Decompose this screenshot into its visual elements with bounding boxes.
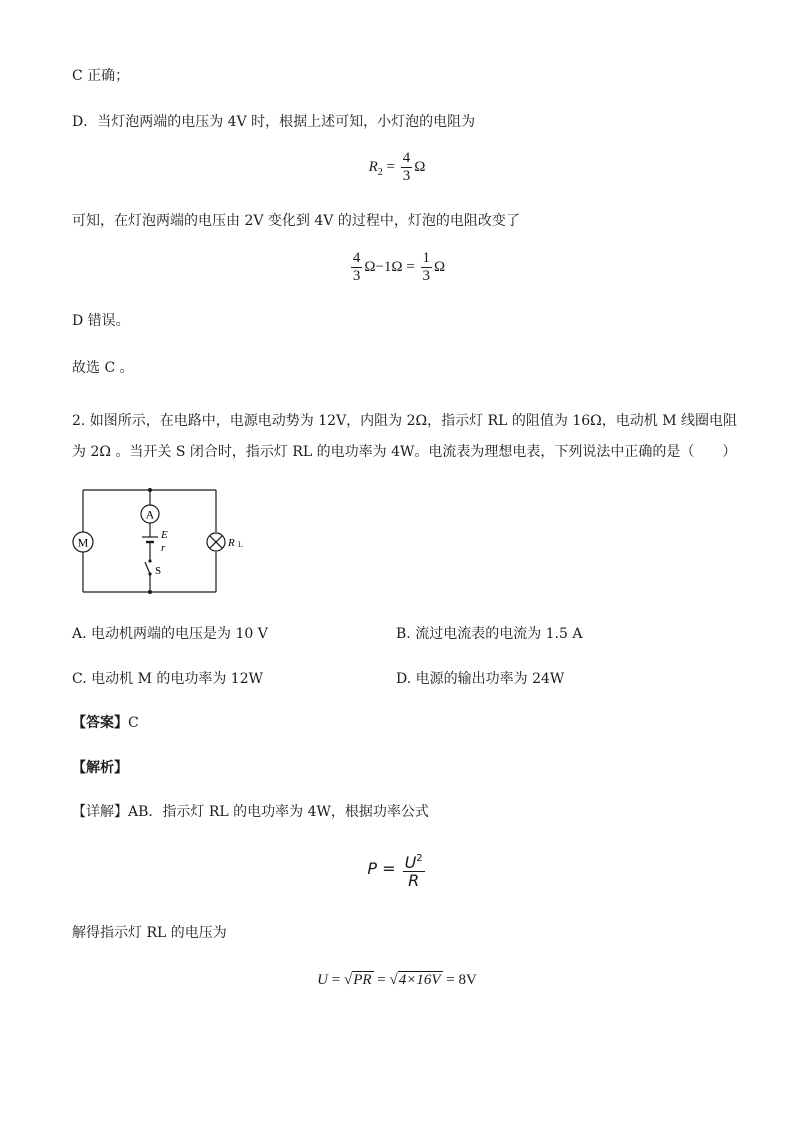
option-b: B. 流过电流表的电流为 1.5 A [396, 626, 583, 642]
lamp-label-subscript: L [238, 540, 243, 549]
option-c: C. 电动机 M 的电功率为 12W [72, 671, 264, 687]
question-2-line-1: 2. 如图所示，在电路中，电源电动势为 12V，内阻为 2Ω，指示灯 RL 的阻值为 16Ω，电动机 M 线圈电阻 [72, 413, 737, 429]
switch-symbol [145, 559, 152, 575]
ammeter-symbol [141, 505, 159, 523]
option-d: D. 电源的输出功率为 24W [396, 671, 565, 687]
answer-line [72, 713, 139, 733]
text-c-correct: C 正确； [72, 68, 130, 84]
text-choose-c: 故选 C 。 [72, 360, 134, 376]
motor-symbol [73, 532, 93, 552]
switch-label: S [155, 565, 162, 577]
emf-label: E [161, 529, 168, 541]
lamp-symbol [207, 533, 225, 551]
analysis-tag: 【解析】 [72, 760, 128, 776]
text-d-intro: D．当灯泡两端的电压为 4V 时，根据上述可知，小灯泡的电阻为 [72, 114, 476, 130]
text-solve-u: 解得指示灯 RL 的电压为 [72, 925, 227, 941]
svg-text:M: M [77, 535, 89, 550]
text-detail: 【详解】AB．指示灯 RL 的电功率为 4W，根据功率公式 [72, 804, 429, 820]
equation-power: P = $\frac{U^2}{R}$ [0, 850, 794, 889]
svg-text:A: A [145, 507, 155, 522]
answer-tag: 【答案】 [72, 715, 128, 731]
internal-resistance-label: r [161, 542, 166, 554]
option-a: A. 电动机两端的电压是为 10 V [72, 626, 268, 642]
battery-symbol [142, 537, 158, 542]
equation-u: U = √PR = √4×16V = 8V [317, 972, 477, 988]
question-2-line-2: 为 2Ω 。当开关 S 闭合时，指示灯 RL 的电功率为 4W。电流表为理想电表，下列说法中正确的是（ ） [72, 444, 737, 460]
equation-delta-r: $\frac{4}{3}$ Ω−1Ω = $\frac{1}{3}$ Ω [352, 250, 446, 284]
text-change-intro: 可知，在灯泡两端的电压由 2V 变化到 4V 的过程中，灯泡的电阻改变了 [72, 213, 520, 229]
equation-r2: $R_2$ = $\frac{4}{3}$ Ω [368, 150, 426, 184]
text-d-wrong: D 错误。 [72, 313, 130, 329]
answer-value: C [128, 715, 139, 731]
circuit-diagram [70, 482, 235, 598]
lamp-label: R [228, 537, 235, 549]
